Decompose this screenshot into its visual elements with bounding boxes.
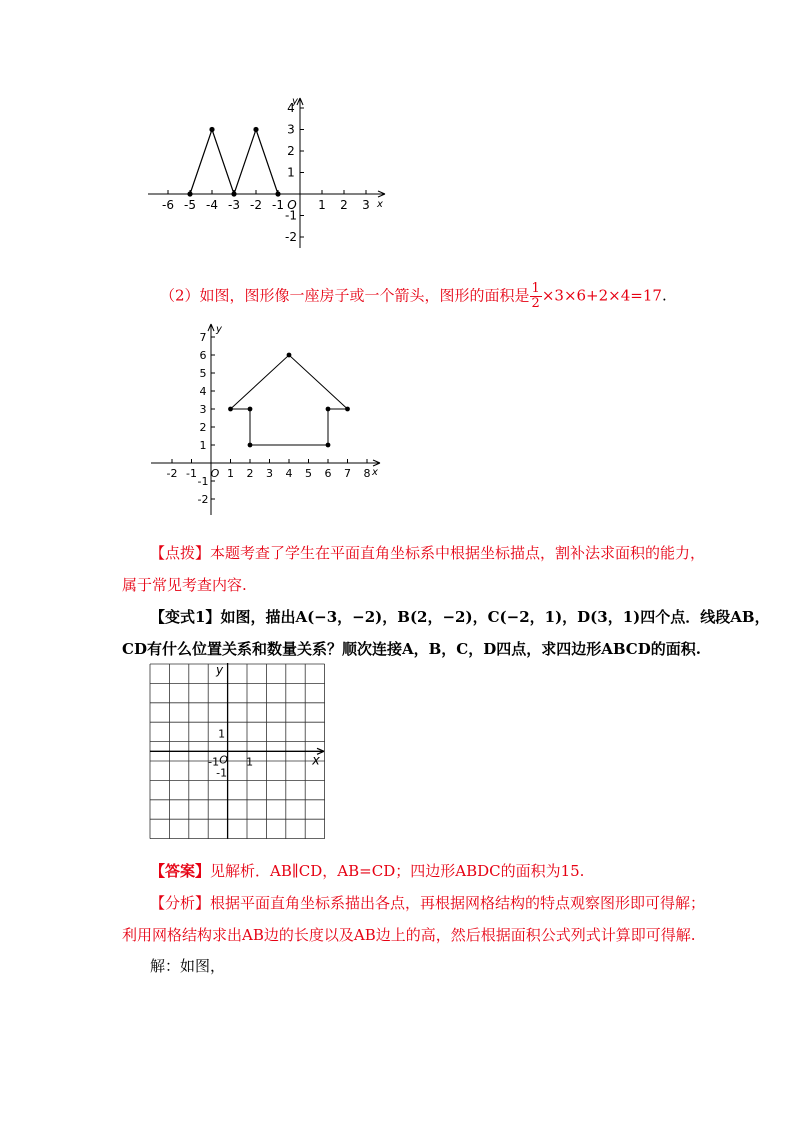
x-axis-label: x (312, 753, 320, 769)
part2-suffix: ×3×6+2×4=17 (541, 286, 662, 305)
plot-point (253, 127, 258, 132)
label-neg-one-x: -1 (208, 755, 220, 769)
figure1-axes (148, 96, 385, 248)
analysis-line2: 利用网格结构求出AB边的长度以及AB边上的高，然后根据面积公式列式计算即可得解. (122, 926, 696, 944)
grid-lines (150, 663, 325, 839)
x-tick-label: 1 (227, 467, 234, 480)
y-tick-label: 3 (199, 403, 207, 416)
fraction-numerator: 1 (531, 281, 540, 296)
x-tick-label: 5 (305, 467, 312, 480)
y-tick-label: 6 (199, 349, 207, 362)
x-axis-label: x (372, 467, 378, 478)
plot-point (248, 443, 253, 448)
bianshi-question-1: 如图，描出A(−3，−2)，B(2，−2)，C(−2，1)，D(3，1)四个点．线段AB， (220, 608, 770, 626)
plot-point (326, 443, 331, 448)
fraction-denominator: 2 (531, 296, 540, 311)
plot-point (326, 407, 331, 412)
x-tick-label: 7 (344, 467, 351, 480)
x-tick-label: 8 (363, 467, 371, 480)
y-axis-label: y (216, 663, 224, 677)
plot-point (275, 191, 280, 196)
label-neg-one-y: -1 (216, 766, 228, 780)
x-tick-label: 2 (340, 198, 348, 212)
zigzag-polyline (190, 130, 278, 195)
answer-tag: 【答案】 (150, 862, 211, 880)
x-axis-label: x (377, 199, 383, 210)
part2-end: . (661, 286, 667, 305)
fraction-half (530, 282, 542, 311)
y-tick-label: 3 (287, 122, 295, 137)
origin-label: O (287, 198, 297, 212)
plot-point (228, 407, 233, 412)
x-tick-label: 1 (318, 198, 326, 212)
plot-point (345, 407, 350, 412)
y-tick-label: 1 (287, 165, 295, 180)
y-axis-label: y (292, 96, 298, 107)
x-tick-label: 6 (324, 467, 332, 480)
answer-text: 见解析．AB∥CD，AB=CD；四边形ABDC的面积为15. (210, 862, 585, 880)
answer-line (150, 861, 584, 881)
y-tick-label: 4 (287, 101, 295, 115)
x-tick-label: -5 (184, 198, 196, 212)
dianbo-line2: 属于常见考查内容. (122, 576, 247, 594)
x-tick-label: 4 (285, 467, 293, 480)
y-tick-label: 5 (199, 367, 207, 380)
x-tick-label: 3 (362, 198, 370, 212)
x-tick-label: 2 (246, 467, 254, 480)
plot-point (287, 353, 292, 358)
x-tick-label: -1 (272, 198, 284, 212)
analysis-line1: 【分析】根据平面直角坐标系描出各点，再根据网格结构的特点观察图形即可得解； (150, 894, 706, 912)
figure2-axes (151, 324, 380, 515)
bianshi-tag: 【变式1】 (150, 608, 221, 626)
y-tick-label: -2 (285, 230, 297, 244)
house-polygon (231, 355, 348, 445)
plot-point (209, 127, 214, 132)
part2-prefix: （2）如图，图形像一座房子或一个箭头，图形的面积是 (160, 286, 530, 305)
grid-figure (148, 662, 338, 842)
y-tick-label: -1 (197, 475, 209, 488)
figure1-coordinate-plot (140, 90, 400, 250)
y-axis-label: y (216, 324, 222, 335)
x-tick-label: -6 (162, 198, 174, 212)
x-tick-label: -2 (166, 467, 178, 480)
plot-point (231, 191, 236, 196)
figure2-house-plot (145, 320, 395, 520)
bianshi-line2: CD有什么位置关系和数量关系？顺次连接A，B，C，D四点，求四边形ABCD的面积. (122, 640, 701, 658)
label-origin: O (219, 753, 228, 767)
y-tick-label: 4 (199, 385, 207, 398)
part2-text (160, 282, 667, 311)
solution-line: 解：如图， (150, 957, 226, 975)
x-tick-label: -1 (186, 467, 197, 480)
y-tick-label: 2 (199, 421, 207, 434)
y-tick-label: 1 (199, 439, 207, 452)
x-tick-label: -2 (250, 198, 262, 212)
plot-point (187, 191, 192, 196)
label-one-x: 1 (246, 755, 254, 769)
y-tick-label: -1 (285, 208, 297, 223)
dianbo-line1: 【点拨】本题考查了学生在平面直角坐标系中根据坐标描点，割补法求面积的能力， (150, 544, 706, 562)
y-tick-label: 7 (199, 331, 207, 344)
label-one-y: 1 (218, 727, 226, 741)
y-tick-label: 2 (287, 144, 295, 158)
y-tick-label: -2 (197, 493, 209, 506)
x-tick-label: -3 (228, 198, 240, 212)
x-tick-label: 3 (266, 467, 273, 480)
origin-label: O (210, 467, 220, 480)
bianshi-line1 (150, 607, 770, 627)
plot-point (248, 407, 253, 412)
x-tick-label: -4 (206, 198, 218, 212)
